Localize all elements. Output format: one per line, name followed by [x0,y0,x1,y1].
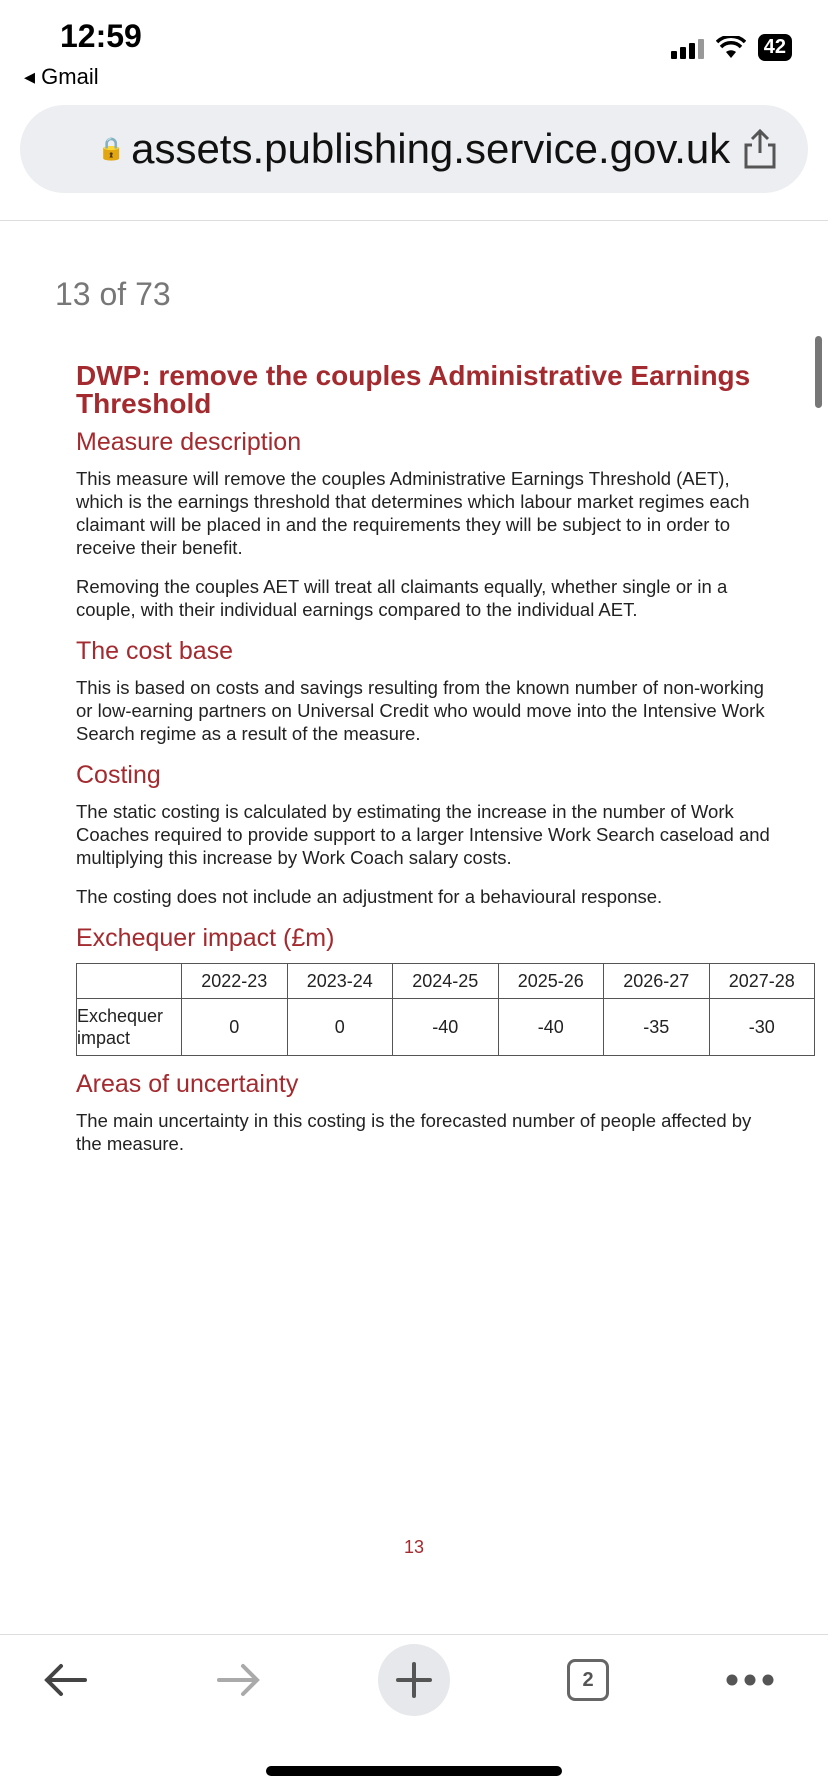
exchequer-impact-table [76,963,815,1056]
lock-icon: 🔒 [97,136,126,161]
table-header-row [77,964,815,999]
measure-paragraph-2: Removing the couples AET will treat all claimants equally, whether single or in a couple, with their individual earnings compared to the individual AET. [76,576,728,620]
page-number: 13 [403,1537,425,1557]
more-options-button[interactable] [720,1640,780,1720]
tabs-button[interactable] [558,1640,618,1720]
bottom-divider [0,1634,828,1635]
table-cell: -40 [498,999,604,1056]
status-icons [671,34,792,61]
measure-description-heading: Measure description [76,428,302,456]
toolbar-divider [0,220,828,221]
row-label: Exchequer impact [77,999,182,1056]
new-tab-button[interactable] [378,1640,450,1720]
cost-base-heading: The cost base [76,637,234,665]
costing-heading: Costing [76,761,161,789]
status-bar [0,0,828,95]
battery-icon: 42 [758,34,792,61]
year-header: 2024-25 [393,964,499,999]
exchequer-impact-heading: Exchequer impact (£m) [76,924,335,952]
table-cell: -35 [604,999,710,1056]
back-to-gmail-link[interactable]: ◂ Gmail [24,64,99,89]
url-bar[interactable] [20,105,808,193]
clock-time: 12:59 [60,18,142,54]
url-text[interactable]: assets.publishing.service.gov.uk [131,125,731,172]
table-corner-cell [77,964,182,999]
year-header: 2025-26 [498,964,604,999]
costing-paragraph-1: The static costing is calculated by estimating the increase in the number of Work Coaches required to provide support to a larger Intensive Work Search caseload and multiplying this increase by Work Coach salary costs. [76,801,770,868]
arrow-right-icon [215,1660,263,1700]
year-header: 2023-24 [287,964,393,999]
table-cell: 0 [182,999,288,1056]
bottom-navigation [0,1640,828,1720]
table-cell: 0 [287,999,393,1056]
table-cell: -30 [709,999,815,1056]
tab-count-icon [567,1659,609,1701]
forward-button[interactable] [204,1640,274,1720]
document-page [76,360,795,1171]
back-button[interactable] [30,1640,100,1720]
wifi-icon [716,36,746,60]
arrow-left-icon [41,1660,89,1700]
uncertainty-heading: Areas of uncertainty [76,1070,299,1098]
costing-paragraph-2: The costing does not include an adjustment for a behavioural response. [76,886,663,907]
cellular-signal-icon [671,37,704,59]
home-indicator[interactable] [266,1766,562,1776]
more-dots-icon [725,1673,775,1687]
document-title: DWP: remove the couples Administrative Earnings Threshold [76,360,751,419]
measure-paragraph-1: This measure will remove the couples Administrative Earnings Threshold (AET), which is the earnings threshold that determines which labour market regimes each claimant will be placed in and the requirements they will be subject to in order to receive their benefit. [76,468,750,558]
page-counter: 13 of 73 [55,276,171,312]
plus-icon [395,1661,433,1699]
table-row [77,999,815,1056]
tab-count: 2 [582,1668,594,1691]
share-icon[interactable] [740,127,780,171]
cost-base-paragraph: This is based on costs and savings resulting from the known number of non-working or low-earning partners on Universal Credit who would move into the Intensive Work Search regime as a result of the measure. [76,677,765,744]
scrollbar[interactable] [815,336,822,408]
uncertainty-paragraph: The main uncertainty in this costing is the forecasted number of people affected by the measure. [76,1110,752,1154]
year-header: 2026-27 [604,964,710,999]
table-cell: -40 [393,999,499,1056]
year-header: 2027-28 [709,964,815,999]
year-header: 2022-23 [182,964,288,999]
